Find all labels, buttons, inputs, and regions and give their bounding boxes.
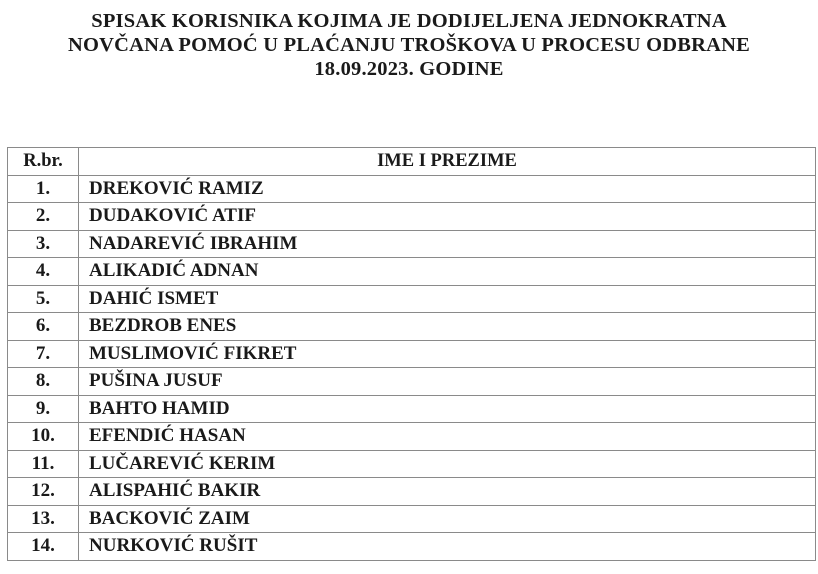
title-date-line: 18.09.2023. GODINE: [314, 58, 504, 80]
row-name: BAHTO HAMID: [79, 395, 816, 423]
table-row: [8, 533, 816, 561]
row-number: 14.: [8, 533, 79, 561]
row-name: DAHIĆ ISMET: [79, 285, 816, 313]
table-header-row: [8, 148, 816, 176]
table-body: [8, 175, 816, 560]
table-row: [8, 230, 816, 258]
row-name: PUŠINA JUSUF: [79, 368, 816, 396]
row-name: EFENDIĆ HASAN: [79, 423, 816, 451]
row-name: ALISPAHIĆ BAKIR: [79, 478, 816, 506]
table-row: [8, 450, 816, 478]
row-name: NURKOVIĆ RUŠIT: [79, 533, 816, 561]
row-number: 12.: [8, 478, 79, 506]
row-name: DREKOVIĆ RAMIZ: [79, 175, 816, 203]
title-line-1: SPISAK KORISNIKA KOJIMA JE DODIJELJENA JEDNOKRATNA: [91, 10, 727, 32]
row-number: 5.: [8, 285, 79, 313]
table-row: [8, 505, 816, 533]
row-name: BACKOVIĆ ZAIM: [79, 505, 816, 533]
row-number: 10.: [8, 423, 79, 451]
title-line-2: NOVČANA POMOĆ U PLAĆANJU TROŠKOVA U PROCESU ODBRANE: [67, 34, 750, 56]
row-number: 1.: [8, 175, 79, 203]
row-number: 13.: [8, 505, 79, 533]
table-row: [8, 285, 816, 313]
row-name: ALIKADIĆ ADNAN: [79, 258, 816, 286]
table-row: [8, 340, 816, 368]
row-name: DUDAKOVIĆ ATIF: [79, 203, 816, 231]
row-number: 8.: [8, 368, 79, 396]
row-number: 3.: [8, 230, 79, 258]
table-row: [8, 478, 816, 506]
table-row: [8, 423, 816, 451]
beneficiaries-table: [7, 147, 816, 561]
table-row: [8, 395, 816, 423]
header-full-name: IME I PREZIME: [79, 148, 816, 176]
row-name: BEZDROB ENES: [79, 313, 816, 341]
table-row: [8, 368, 816, 396]
row-number: 2.: [8, 203, 79, 231]
row-name: NADAREVIĆ IBRAHIM: [79, 230, 816, 258]
table-row: [8, 175, 816, 203]
row-number: 11.: [8, 450, 79, 478]
row-name: LUČAREVIĆ KERIM: [79, 450, 816, 478]
table-row: [8, 203, 816, 231]
row-name: MUSLIMOVIĆ FIKRET: [79, 340, 816, 368]
document-title: [0, 9, 818, 81]
table-row: [8, 313, 816, 341]
header-row-number: R.br.: [8, 148, 79, 176]
table-row: [8, 258, 816, 286]
row-number: 9.: [8, 395, 79, 423]
row-number: 6.: [8, 313, 79, 341]
row-number: 7.: [8, 340, 79, 368]
row-number: 4.: [8, 258, 79, 286]
